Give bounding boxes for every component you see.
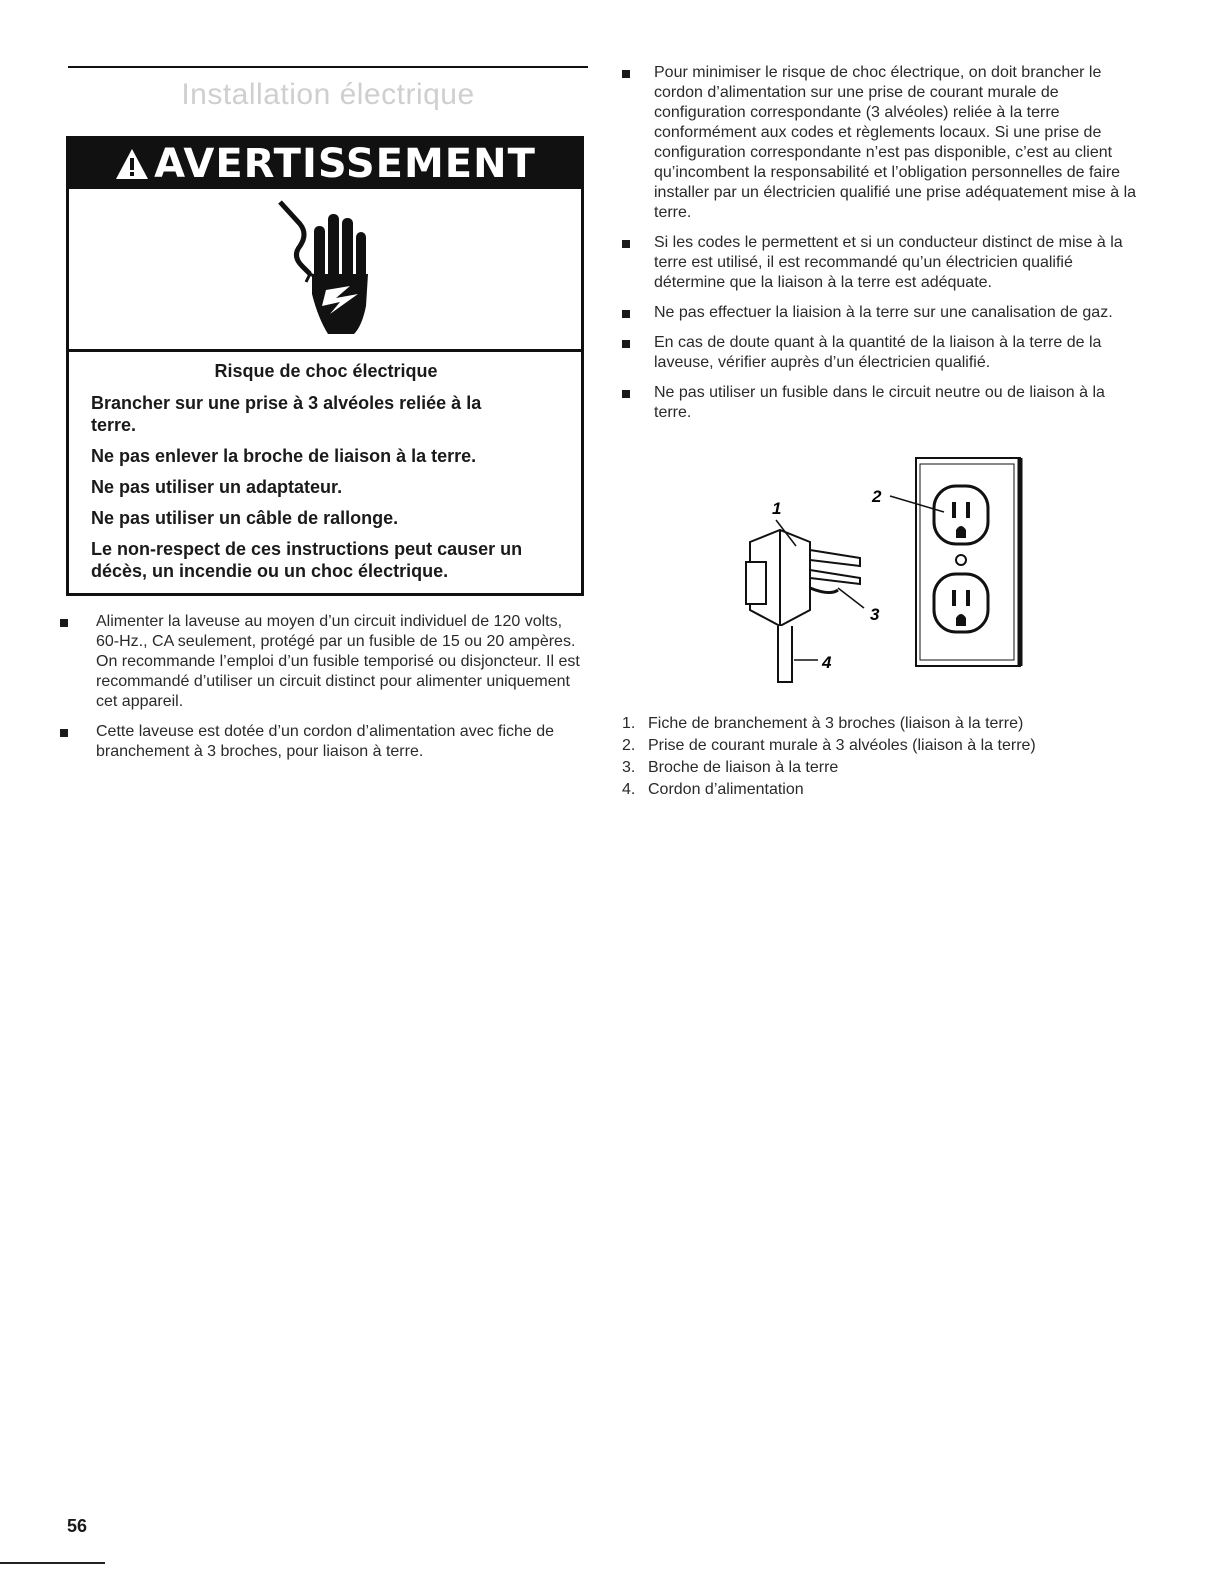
warning-line-4: Ne pas utiliser un câble de rallonge. (91, 508, 399, 528)
bullet-square-icon (60, 619, 68, 627)
callout-3: 3 (870, 605, 880, 624)
callout-2: 2 (872, 487, 882, 506)
list-item: Pour minimiser le risque de choc électrique, on doit brancher le cordon d’alimentation sur une prise de courant murale de configuration correspondante (3 alvéoles) reliée à la terre conformément aux codes et règlements locaux. Si une prise de configuration correspondante n’est pas disponible, c’est au client qu’incombent la responsabilité et l’obligation personnelles de faire installer par un électricien qualifié une prise adéquatement mise à la terre. (654, 63, 1144, 223)
page-number: 56 (67, 1516, 88, 1536)
warning-banner (69, 139, 581, 189)
callout-1: 1 (772, 499, 782, 518)
bullet-square-icon (60, 729, 68, 737)
list-item: 2. Prise de courant murale à 3 alvéoles (liaison à la terre) (622, 737, 1036, 754)
warning-line-3: Ne pas utiliser un adaptateur. (91, 477, 343, 497)
warning-text (69, 352, 581, 582)
left-bullet-list (96, 612, 588, 772)
list-item: Ne pas effectuer la liaision à la terre sur une canalisation de gaz. (654, 303, 1144, 323)
bullet-square-icon (622, 310, 630, 318)
warning-line-2: Ne pas enlever la broche de liaison à la terre. (91, 446, 477, 466)
warning-line-1: Brancher sur une prise à 3 alvéoles reliée à la terre. (91, 393, 482, 435)
list-item: 4. Cordon d’alimentation (622, 781, 804, 798)
hazard-title: Risque de choc électrique (214, 361, 438, 381)
list-item: Ne pas utiliser un fusible dans le circuit neutre ou de liaison à la terre. (654, 383, 1144, 423)
plug-outlet-figure (720, 450, 1030, 695)
bullet-square-icon (622, 240, 630, 248)
bullet-square-icon (622, 340, 630, 348)
bullet-square-icon (622, 70, 630, 78)
section-title: Installation électrique (181, 78, 475, 111)
warning-triangle-icon (114, 147, 150, 181)
warning-banner-text: AVERTISSEMENT (154, 141, 536, 187)
list-item: Cette laveuse est dotée d’un cordon d’alimentation avec fiche de branchement à 3 broches, pour liaison à terre. (96, 722, 588, 762)
list-item: En cas de doute quant à la quantité de la liaison à la terre de la laveuse, vérifier auprès d’un électricien qualifié. (654, 333, 1144, 373)
list-item: 3. Broche de liaison à la terre (622, 759, 839, 776)
electric-shock-hand-icon (270, 194, 380, 344)
top-rule (68, 66, 588, 68)
right-bullet-list (654, 63, 1144, 433)
list-item: 1. Fiche de branchement à 3 broches (liaison à la terre) (622, 715, 1024, 732)
list-item: Si les codes le permettent et si un conducteur distinct de mise à la terre est utilisé, il est recommandé qu’un électricien qualifié détermine que la liaison à la terre est adéquate. (654, 233, 1144, 293)
list-item: Alimenter la laveuse au moyen d’un circuit individuel de 120 volts, 60-Hz., CA seulement, protégé par un fusible de 15 ou 20 ampères. On recommande l’emploi d’un fusible temporisé ou disjoncteur. Il est recommandé d’utiliser un circuit distinct pour alimenter uniquement cet appareil. (96, 612, 588, 712)
warning-box (66, 136, 584, 596)
warning-line-5: Le non-respect de ces instructions peut causer un décès, un incendie ou un choc électrique. (91, 539, 523, 581)
bullet-square-icon (622, 390, 630, 398)
callout-4: 4 (822, 653, 832, 672)
bottom-rule (0, 1562, 105, 1564)
shock-hazard-figure (69, 189, 581, 352)
figure-legend (622, 713, 1036, 801)
